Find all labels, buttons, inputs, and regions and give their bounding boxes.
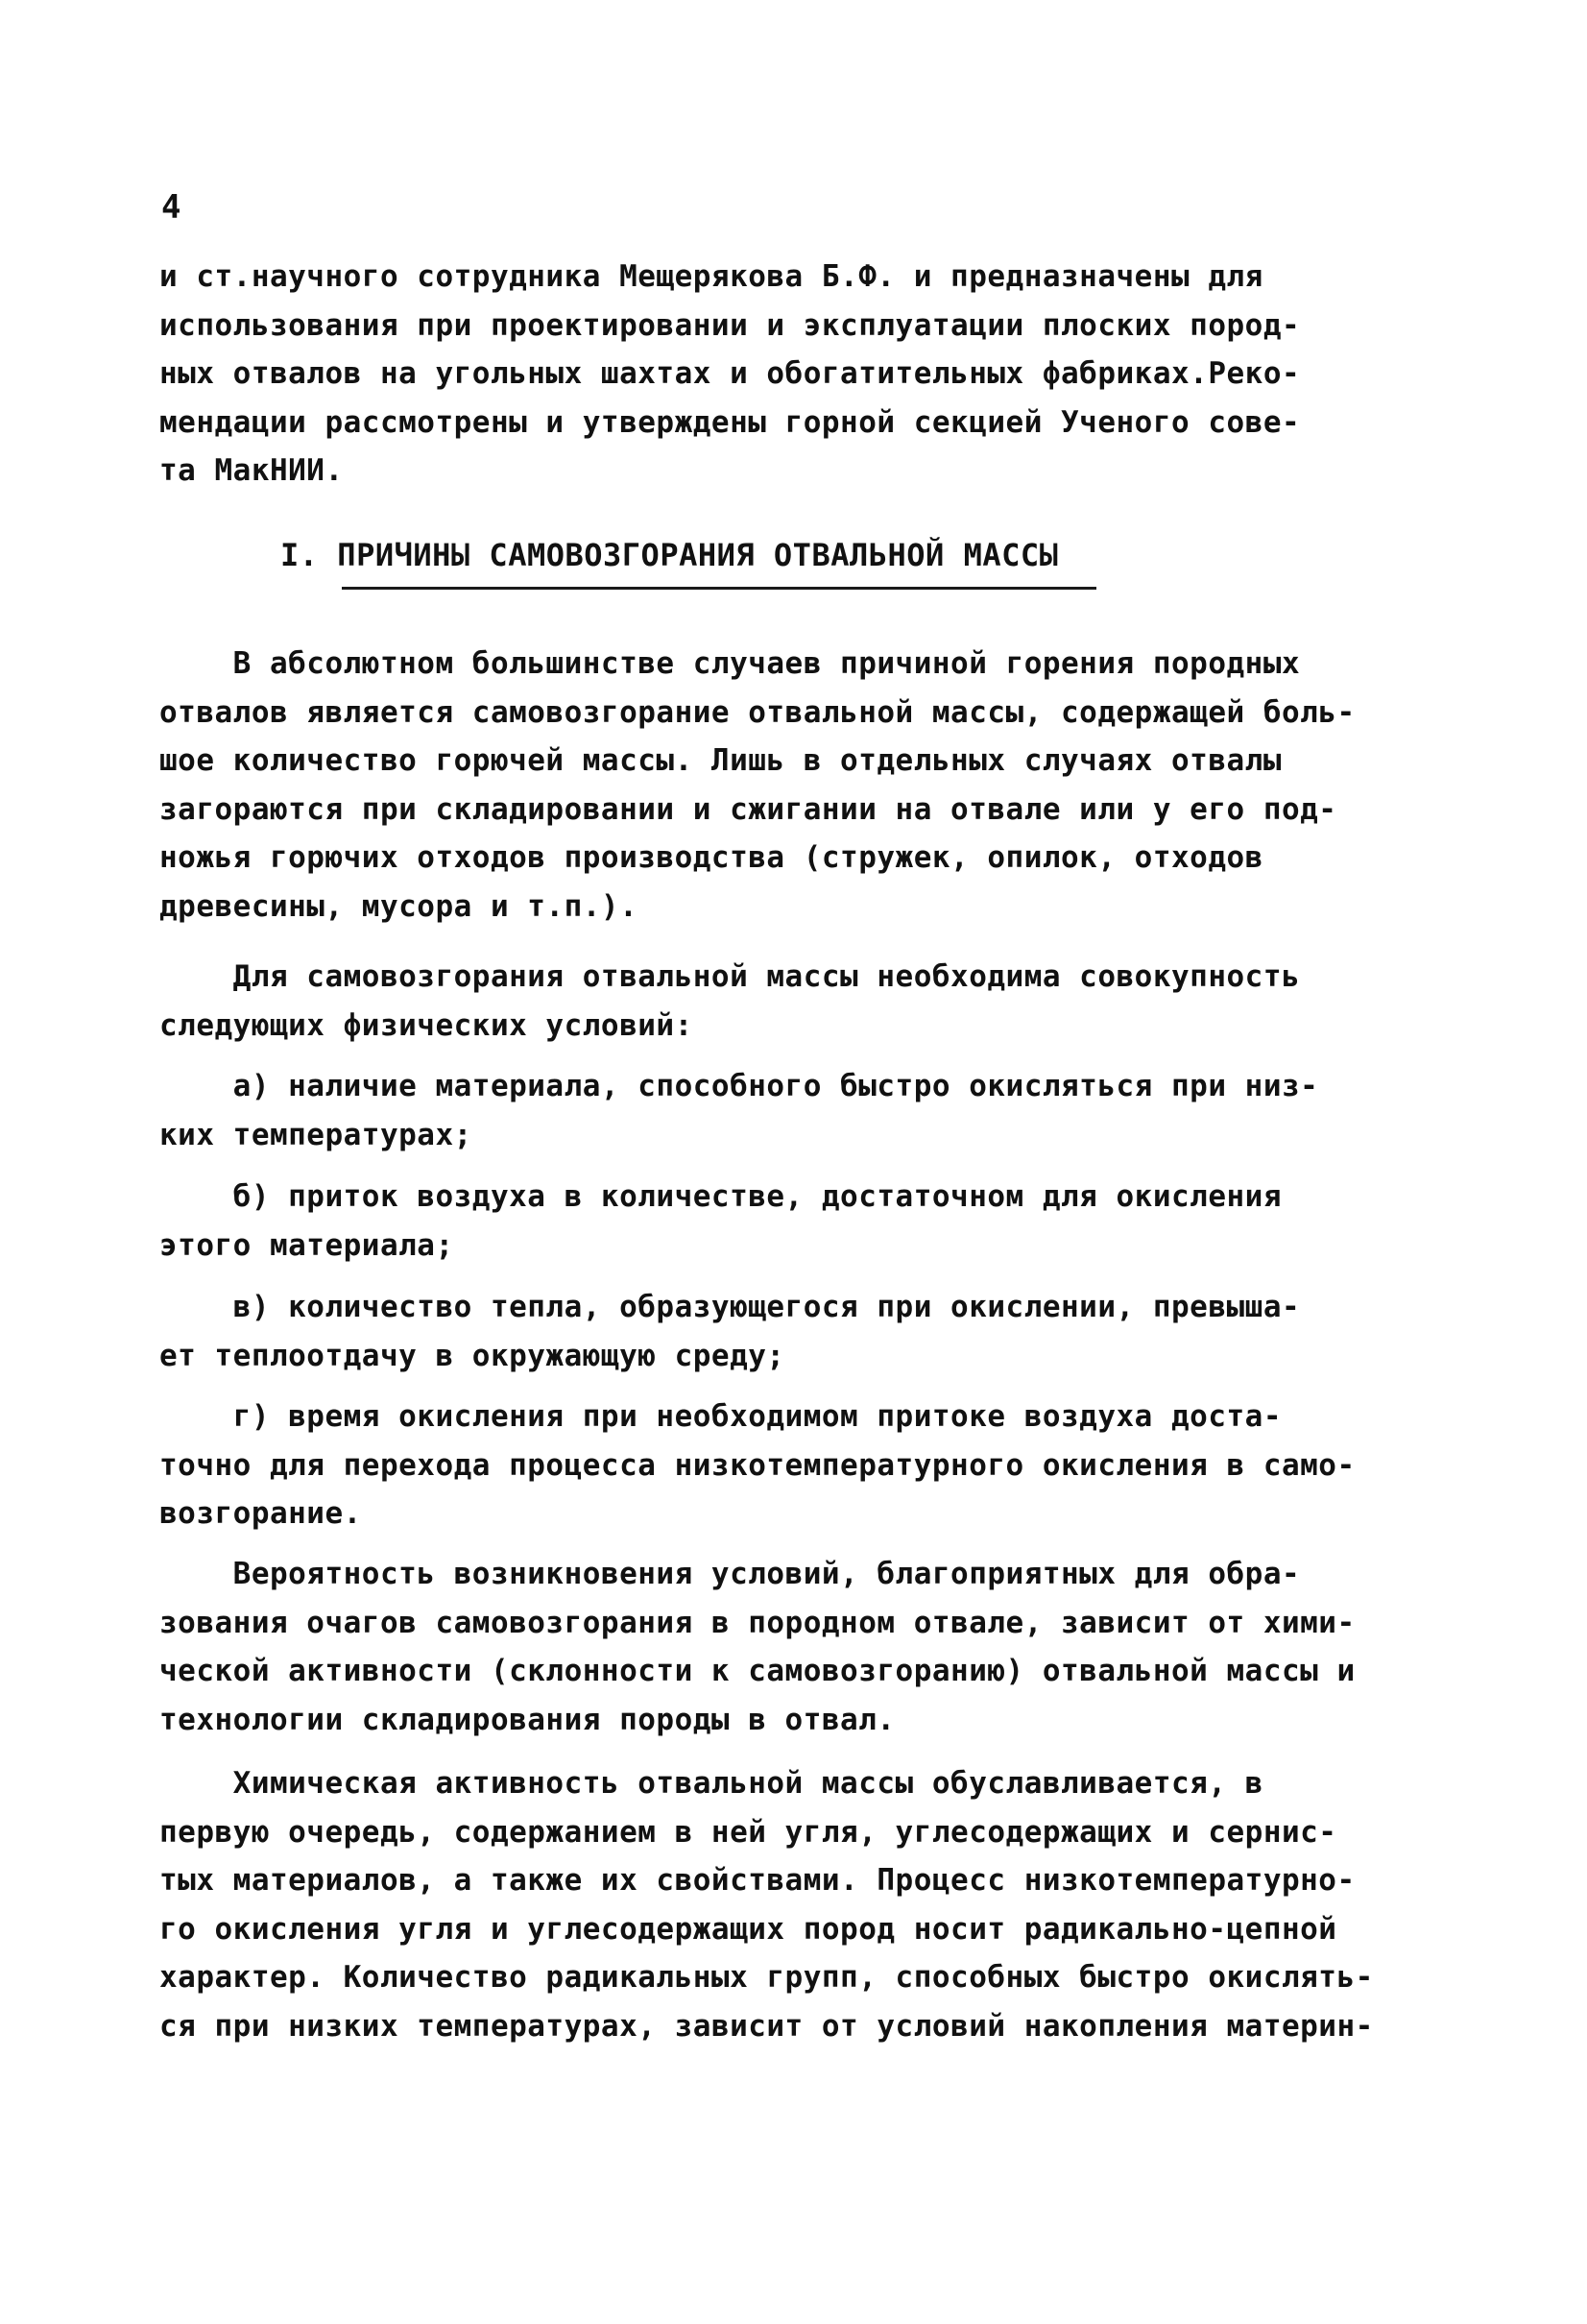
text-line: следующих физических условий: [159,1007,693,1043]
text-line: этого материала; [159,1227,454,1263]
text-line: возгорание. [159,1496,362,1531]
condition-v [159,1283,1446,1380]
section-heading: I. ПРИЧИНЫ САМОВОЗГОРАНИЯ ОТВАЛЬНОЙ МАССЫ [280,537,1059,573]
text-line: а) наличие материала, способного быстро окисляться при низ- [159,1069,1319,1103]
text-line: ножья горючих отходов производства (стружек, опилок, отходов [159,840,1263,875]
intro-paragraph [159,253,1446,496]
text-line: древесины, мусора и т.п.). [159,888,638,924]
text-line: первую очередь, содержанием в ней угля, углесодержащих и сернис- [159,1814,1337,1850]
text-line: загораются при складировании и сжигании на отвале или у его под- [159,791,1337,827]
paragraph-conditions-intro [159,953,1446,1050]
text-line: характер. Количество радикальных групп, способных быстро окислять- [159,1960,1374,1995]
text-line: шое количество горючей массы. Лишь в отдельных случаях отвалы [159,743,1282,778]
page-number: 4 [161,188,181,227]
paragraph-causes [159,640,1446,931]
paragraph-chemical-activity [159,1759,1446,2050]
text-line: Вероятность возникновения условий, благоприятных для обра- [159,1557,1301,1591]
text-line: использования при проектировании и эксплуатации плоских пород- [159,307,1301,343]
text-line: в) количество тепла, образующегося при окислении, превыша- [159,1290,1301,1324]
text-line: г) время окисления при необходимом притоке воздуха доста- [159,1399,1282,1434]
condition-g [159,1392,1446,1538]
text-line: отвалов является самовозгорание отвальной массы, содержащей боль- [159,694,1356,730]
text-line: ческой активности (склонности к самовозгоранию) отвальной массы и [159,1654,1356,1688]
text-line: ет теплоотдачу в окружающую среду; [159,1338,785,1373]
condition-a [159,1062,1446,1159]
text-line: Для самовозгорания отвальной массы необходима совокупность [159,959,1301,994]
text-line: го окисления угля и углесодержащих пород носит радикально-цепной [159,1911,1337,1947]
paragraph-probability [159,1550,1446,1744]
text-line: технологии складирования породы в отвал. [159,1702,896,1737]
text-line: В абсолютном большинстве случаев причиной горения породных [159,646,1301,681]
heading-underline [342,587,1096,590]
condition-b [159,1173,1446,1270]
text-line: и ст.научного сотрудника Мещерякова Б.Ф. и предназначены для [159,259,1263,294]
text-line: та МакНИИ. [159,453,344,488]
text-line: тых материалов, а также их свойствами. Процесс низкотемпературно- [159,1863,1356,1898]
text-line: б) приток воздуха в количестве, достаточном для окисления [159,1179,1282,1214]
text-line: ных отвалов на угольных шахтах и обогатительных фабриках.Реко- [159,356,1301,391]
text-line: ких температурах; [159,1117,472,1152]
text-line: зования очагов самовозгорания в породном отвале, зависит от хими- [159,1605,1356,1640]
text-line: Химическая активность отвальной массы обуславливается, в [159,1766,1263,1801]
text-line: мендации рассмотрены и утверждены горной секцией Ученого сове- [159,404,1301,440]
text-line: ся при низких температурах, зависит от условий накопления материн- [159,2008,1374,2044]
text-line: точно для перехода процесса низкотемпературного окисления в само- [159,1447,1356,1483]
